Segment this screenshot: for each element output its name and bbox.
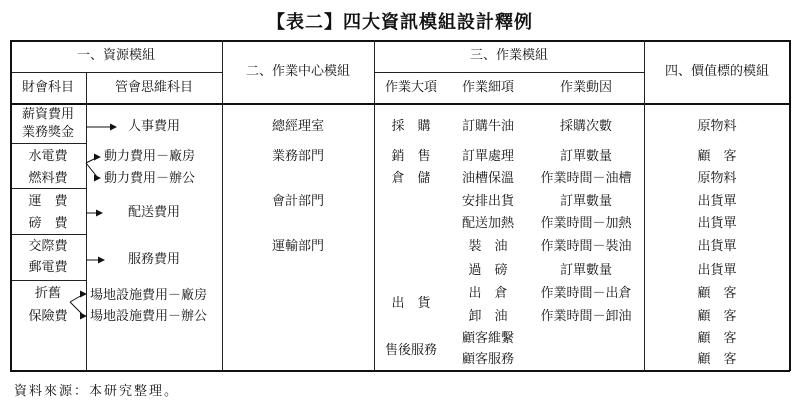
header-mgmt-account: 管會思維科目 [114, 80, 193, 95]
cost-object: 顧 客 [697, 309, 737, 324]
activity-driver: 作業時間－油槽 [540, 171, 632, 186]
table-top-border [10, 40, 790, 42]
cost-object: 顧 客 [697, 331, 737, 346]
activity-detail: 出 倉 [468, 286, 508, 301]
finance-account: 郵電費 [28, 260, 68, 275]
group-divider [10, 188, 86, 189]
activity-major: 採 購 [391, 119, 431, 134]
activity-detail: 卸 油 [468, 309, 508, 324]
table-title: 【表二】四大資訊模組設計釋例 [267, 12, 533, 33]
header-activity-center-module: 二、作業中心模組 [245, 64, 350, 79]
activity-major: 銷 售 [391, 149, 431, 164]
activity-driver: 訂單數量 [559, 263, 612, 278]
header-activity-detail: 作業細項 [461, 80, 514, 95]
activity-detail: 配送加熱 [461, 216, 514, 231]
activity-detail: 訂購牛油 [461, 119, 514, 134]
activity-driver: 採購次數 [559, 119, 612, 134]
cost-object: 顧 客 [697, 286, 737, 301]
activity-detail: 裝 油 [468, 239, 508, 254]
source-note: 資料來源：本研究整理。 [14, 384, 180, 399]
cost-object: 顧 客 [697, 149, 737, 164]
finance-account: 薪資費用 [21, 107, 74, 122]
activity-major: 售後服務 [384, 343, 437, 358]
mgmt-account: 場地設施費用－廠房 [90, 288, 208, 303]
header-resource-module: 一、資源模組 [76, 48, 155, 63]
header-subdivider [374, 72, 644, 73]
activity-driver: 作業時間－裝油 [540, 239, 632, 254]
cost-object: 出貨單 [697, 239, 737, 254]
activity-center: 總經理室 [271, 119, 324, 134]
header-subdivider [10, 72, 222, 73]
finance-account: 磅 費 [28, 216, 68, 231]
cost-object: 出貨單 [697, 216, 737, 231]
header-finance-account: 財會科目 [21, 80, 74, 95]
activity-detail: 安排出貨 [461, 194, 514, 209]
finance-account: 業務獎金 [21, 125, 74, 140]
activity-detail: 顧客服務 [461, 352, 514, 367]
mgmt-account: 場地設施費用－辦公 [90, 309, 208, 324]
activity-driver: 作業時間－加熱 [540, 216, 632, 231]
table-bottom-border [10, 370, 790, 372]
finance-account: 水電費 [28, 149, 68, 164]
activity-center: 會計部門 [271, 194, 324, 209]
activity-driver: 作業時間－卸油 [540, 309, 632, 324]
activity-detail: 油槽保溫 [461, 171, 514, 186]
finance-account: 折舊 [34, 286, 61, 301]
mgmt-account: 動力費用－廠房 [104, 149, 196, 164]
finance-account: 運 費 [28, 194, 68, 209]
activity-driver: 訂單數量 [559, 194, 612, 209]
activity-detail: 過 磅 [468, 263, 508, 278]
arrow-utility-to-power [86, 163, 100, 178]
finance-account: 交際費 [28, 239, 68, 254]
arrow-utility-to-power [86, 157, 100, 163]
activity-major: 倉 儲 [391, 171, 431, 186]
cost-object: 顧 客 [697, 352, 737, 367]
finance-account: 保險費 [28, 309, 68, 324]
cost-object: 出貨單 [697, 194, 737, 209]
activity-driver: 作業時間－出倉 [540, 286, 632, 301]
activity-major: 出 貨 [391, 296, 431, 311]
mgmt-account: 人事費用 [127, 119, 180, 134]
cost-object: 原物料 [697, 171, 737, 186]
mgmt-account: 配送費用 [127, 205, 180, 220]
group-divider [10, 143, 86, 144]
mgmt-account: 服務費用 [127, 252, 180, 267]
header-activity-driver: 作業動因 [559, 80, 612, 95]
mgmt-account: 動力費用－辦公 [104, 171, 196, 186]
group-divider [10, 280, 86, 281]
finance-account: 燃料費 [28, 171, 68, 186]
header-bottom-border [10, 103, 790, 105]
activity-detail: 訂單處理 [461, 149, 514, 164]
header-activity-module: 三、作業模組 [469, 48, 548, 63]
activity-driver: 訂單數量 [559, 149, 612, 164]
activity-detail: 顧客維繫 [461, 331, 514, 346]
group-divider [10, 234, 86, 235]
cost-object: 出貨單 [697, 263, 737, 278]
activity-center: 運輸部門 [271, 239, 324, 254]
cost-object: 原物料 [697, 119, 737, 134]
header-activity-major: 作業大項 [384, 80, 437, 95]
header-cost-object-module: 四、價值標的模組 [664, 64, 769, 79]
activity-center: 業務部門 [271, 149, 324, 164]
